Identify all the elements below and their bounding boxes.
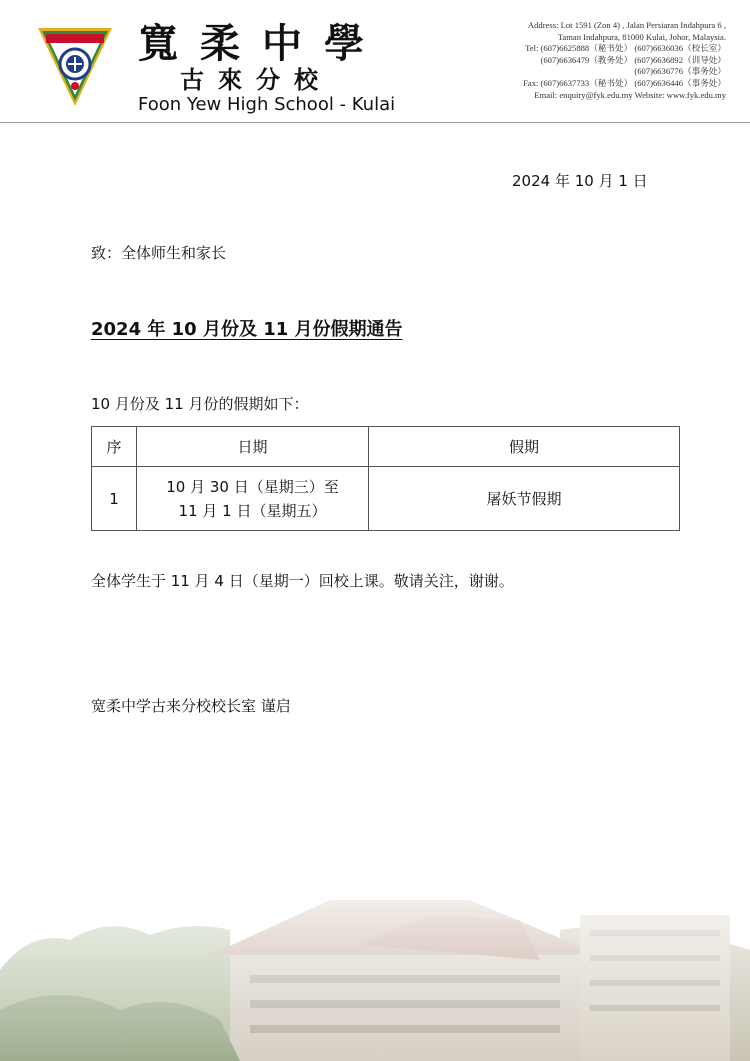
letter-date: 2024 年 10 月 1 日 [512, 172, 648, 190]
contact-line: (607)6636776（事务处） [634, 66, 726, 77]
cell-no: 1 [92, 467, 137, 531]
contact-line: Email: enquiry@fyk.edu.my Website: www.fyk.edu.my [534, 89, 726, 100]
table-row [92, 467, 680, 531]
cell-date [137, 467, 369, 531]
letter-salutation: 致：全体师生和家长 [91, 244, 227, 262]
notice-intro: 10 月份及 11 月份的假期如下： [91, 395, 309, 413]
notice-title: 2024 年 10 月份及 11 月份假期通告 [91, 319, 403, 340]
cell-holiday: 屠妖节假期 [369, 467, 680, 531]
contact-line: Taman Indahpura, 81000 Kulai, Johor, Malaysia. [557, 31, 726, 42]
table-header-row [92, 427, 680, 467]
resume-class-notice: 全体学生于 11 月 4 日（星期一）回校上课。敬请关注，谢谢。 [91, 572, 514, 590]
holiday-table [91, 426, 680, 531]
school-contact-block [466, 20, 726, 101]
contact-line: (607)6636479（教务处） (607)6636892（训导处） [540, 54, 726, 65]
contact-line: Address: Lot 1591 (Zon 4) , Jalan Persiaran Indahpura 6 , [527, 20, 726, 30]
campus-building-watermark [0, 860, 750, 1061]
date-line: 10 月 30 日（星期三）至 [166, 477, 339, 496]
branch-name-chinese: 古來分校 [180, 65, 332, 94]
column-header-no: 序 [92, 427, 137, 467]
school-name-chinese: 寬柔中學 [138, 20, 386, 67]
date-line: 11 月 1 日（星期五） [178, 501, 327, 520]
letter-signoff: 宽柔中学古来分校校长室 谨启 [91, 697, 291, 715]
header-divider [0, 122, 750, 123]
column-header-date: 日期 [137, 427, 369, 467]
school-name-english: Foon Yew High School - Kulai [138, 94, 396, 115]
school-crest-logo [36, 24, 114, 108]
contact-line: Fax: (607)6637733（秘书处） (607)6636446（事务处） [523, 77, 726, 88]
contact-line: Tel: (607)6625888（秘书处） (607)6636036（校长室） [525, 43, 726, 54]
column-header-holiday: 假期 [369, 427, 680, 467]
